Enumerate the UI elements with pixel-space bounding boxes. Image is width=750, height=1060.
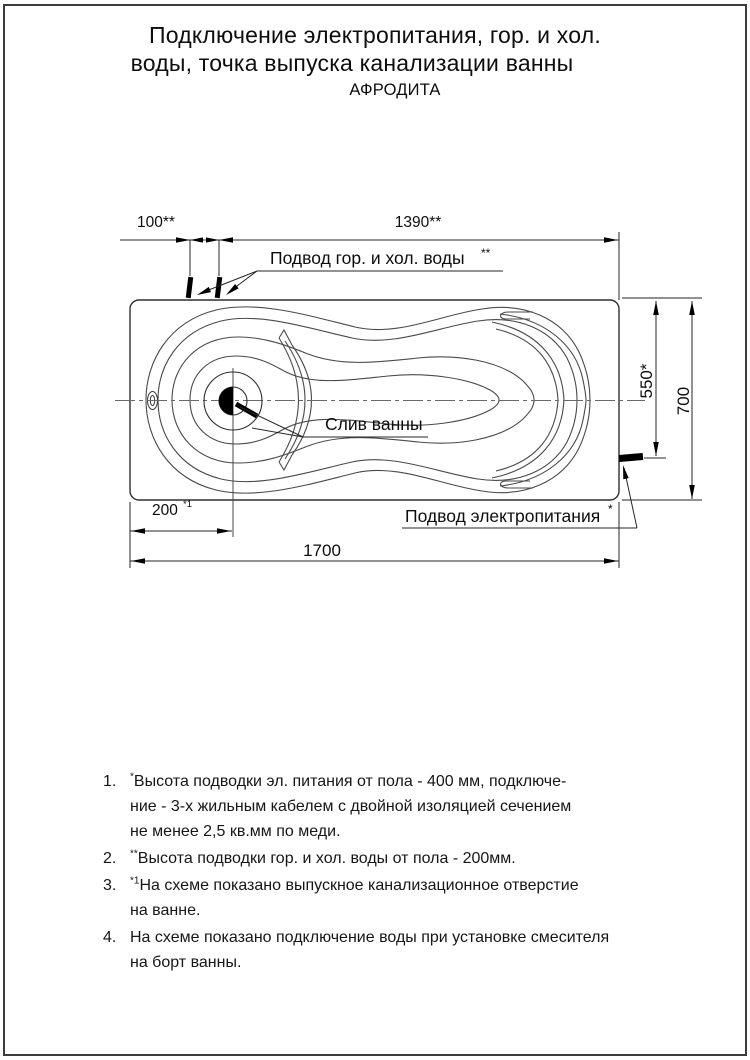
dim-drain-from-left: 200 — [152, 502, 178, 519]
page-title-model: АФРОДИТА — [349, 81, 441, 99]
dim-drain-from-left-sup: *1 — [183, 499, 192, 510]
note-text: *Высота подводки эл. питания от пола - 400 мм, подключе- ние - 3-х жильным кабелем с двойной изоляцией сечением не менее 2,5 кв.мм по меди. — [130, 771, 572, 840]
dim-length: 1700 — [303, 541, 341, 560]
note-item — [103, 769, 703, 844]
label-power-supply: Подвод электропитания — [405, 506, 601, 526]
label-power-supply-sup: * — [608, 502, 613, 516]
note-text: **Высота подводки гор. и хол. воды от пола - 200мм. — [130, 848, 516, 867]
leader-lines — [201, 271, 637, 528]
note-number: 2. — [103, 850, 117, 867]
notes-list — [103, 769, 703, 977]
label-water-supply: Подвод гор. и хол. воды — [270, 248, 465, 268]
dim-drain-offset: 550* — [637, 363, 656, 399]
dim-water-spacing: 100** — [137, 214, 175, 231]
dim-width: 700 — [674, 386, 693, 416]
leader-arrowheads — [197, 284, 629, 479]
page-title-line2: воды, точка выпуска канализации ванны — [130, 50, 574, 76]
drain-symbol — [204, 368, 262, 537]
water-supply-marks — [186, 277, 223, 298]
page-title-line1: Подключение электропитания, гор. и хол. — [149, 22, 601, 48]
note-number: 4. — [103, 929, 117, 946]
dim-water-to-end: 1390** — [394, 214, 442, 231]
note-number: 3. — [103, 877, 117, 894]
note-number: 1. — [103, 773, 117, 790]
label-water-supply-sup: ** — [481, 246, 491, 260]
power-supply-mark — [619, 453, 644, 462]
note-item — [103, 873, 703, 923]
label-drain: Слив ванны — [325, 414, 423, 434]
note-text: На схеме показано подключение воды при установке смесителя на борт ванны. — [130, 929, 610, 971]
note-item — [103, 846, 703, 871]
note-item — [103, 925, 703, 975]
note-text: $^{*1}$На схеме показано выпускное канализационное отверстие на ванне. — [130, 875, 579, 919]
